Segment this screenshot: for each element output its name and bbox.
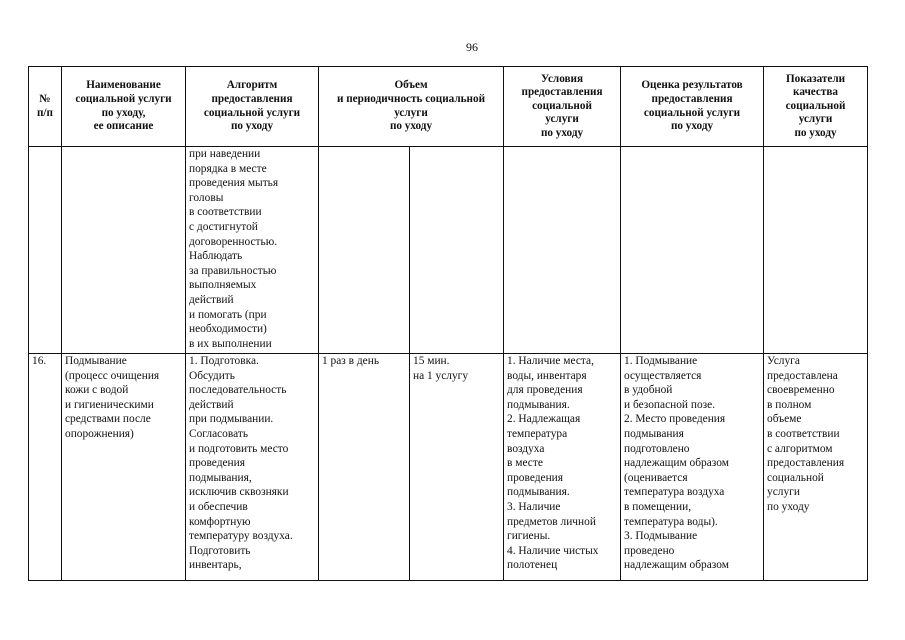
table-header-row: [29, 67, 868, 147]
cell-conditions-empty: [504, 147, 621, 354]
cell-quality-empty: [764, 147, 868, 354]
cell-periodicity-empty: [319, 147, 410, 354]
header-service-name: Наименование социальной услуги по уходу, ее описание: [62, 67, 186, 147]
cell-number: 16.: [29, 354, 62, 581]
cell-name-empty: [62, 147, 186, 354]
cell-evaluation-empty: [621, 147, 764, 354]
header-quality: Показатели качества социальной услуги по уходу: [764, 67, 868, 147]
page-number: 96: [466, 40, 478, 54]
header-evaluation: Оценка результатов предоставления социальной услуги по уходу: [621, 67, 764, 147]
cell-quality: Услуга предоставлена своевременно в полном объеме в соответствии с алгоритмом предоставления социальной услуги по уходу: [764, 354, 868, 581]
cell-conditions: 1. Наличие места, воды, инвентаря для проведения подмывания. 2. Надлежащая температура воздуха в месте проведения подмывания. 3. Наличие предметов личной гигиены. 4. Наличие чистых полотенец: [504, 354, 621, 581]
cell-periodicity: 1 раз в день: [319, 354, 410, 581]
cell-algorithm: 1. Подготовка. Обсудить последовательность действий при подмывании. Согласовать и подготовить место проведения подмывания, исключив сквозняки и обеспечив комфортную температуру воздуха. Подготовить инвентарь,: [186, 354, 319, 581]
cell-algorithm-continuation: при наведении порядка в месте проведения мытья головы в соответствии с достигнутой договоренностью. Наблюдать за правильностью выполняемых действий и помогать (при необходимости) в их выполнении: [186, 147, 319, 354]
table-row-continuation: [29, 147, 868, 354]
cell-evaluation: 1. Подмывание осуществляется в удобной и безопасной позе. 2. Место проведения подмывания подготовлено надлежащим образом (оценивается температура воздуха в помещении, температура воды). 3. Подмывание проведено надлежащим образом: [621, 354, 764, 581]
header-number: № п/п: [29, 67, 62, 147]
header-conditions: Условия предоставления социальной услуги по уходу: [504, 67, 621, 147]
cell-duration: 15 мин. на 1 услугу: [410, 354, 504, 581]
table-row-16: [29, 354, 868, 581]
cell-duration-empty: [410, 147, 504, 354]
header-volume: Объем и периодичность социальной услуги по уходу: [319, 67, 504, 147]
cell-number-empty: [29, 147, 62, 354]
cell-service-name: Подмывание (процесс очищения кожи с водой и гигиеническими средствами после опорожнения): [62, 354, 186, 581]
header-algorithm: Алгоритм предоставления социальной услуги по уходу: [186, 67, 319, 147]
services-table: [28, 66, 868, 581]
